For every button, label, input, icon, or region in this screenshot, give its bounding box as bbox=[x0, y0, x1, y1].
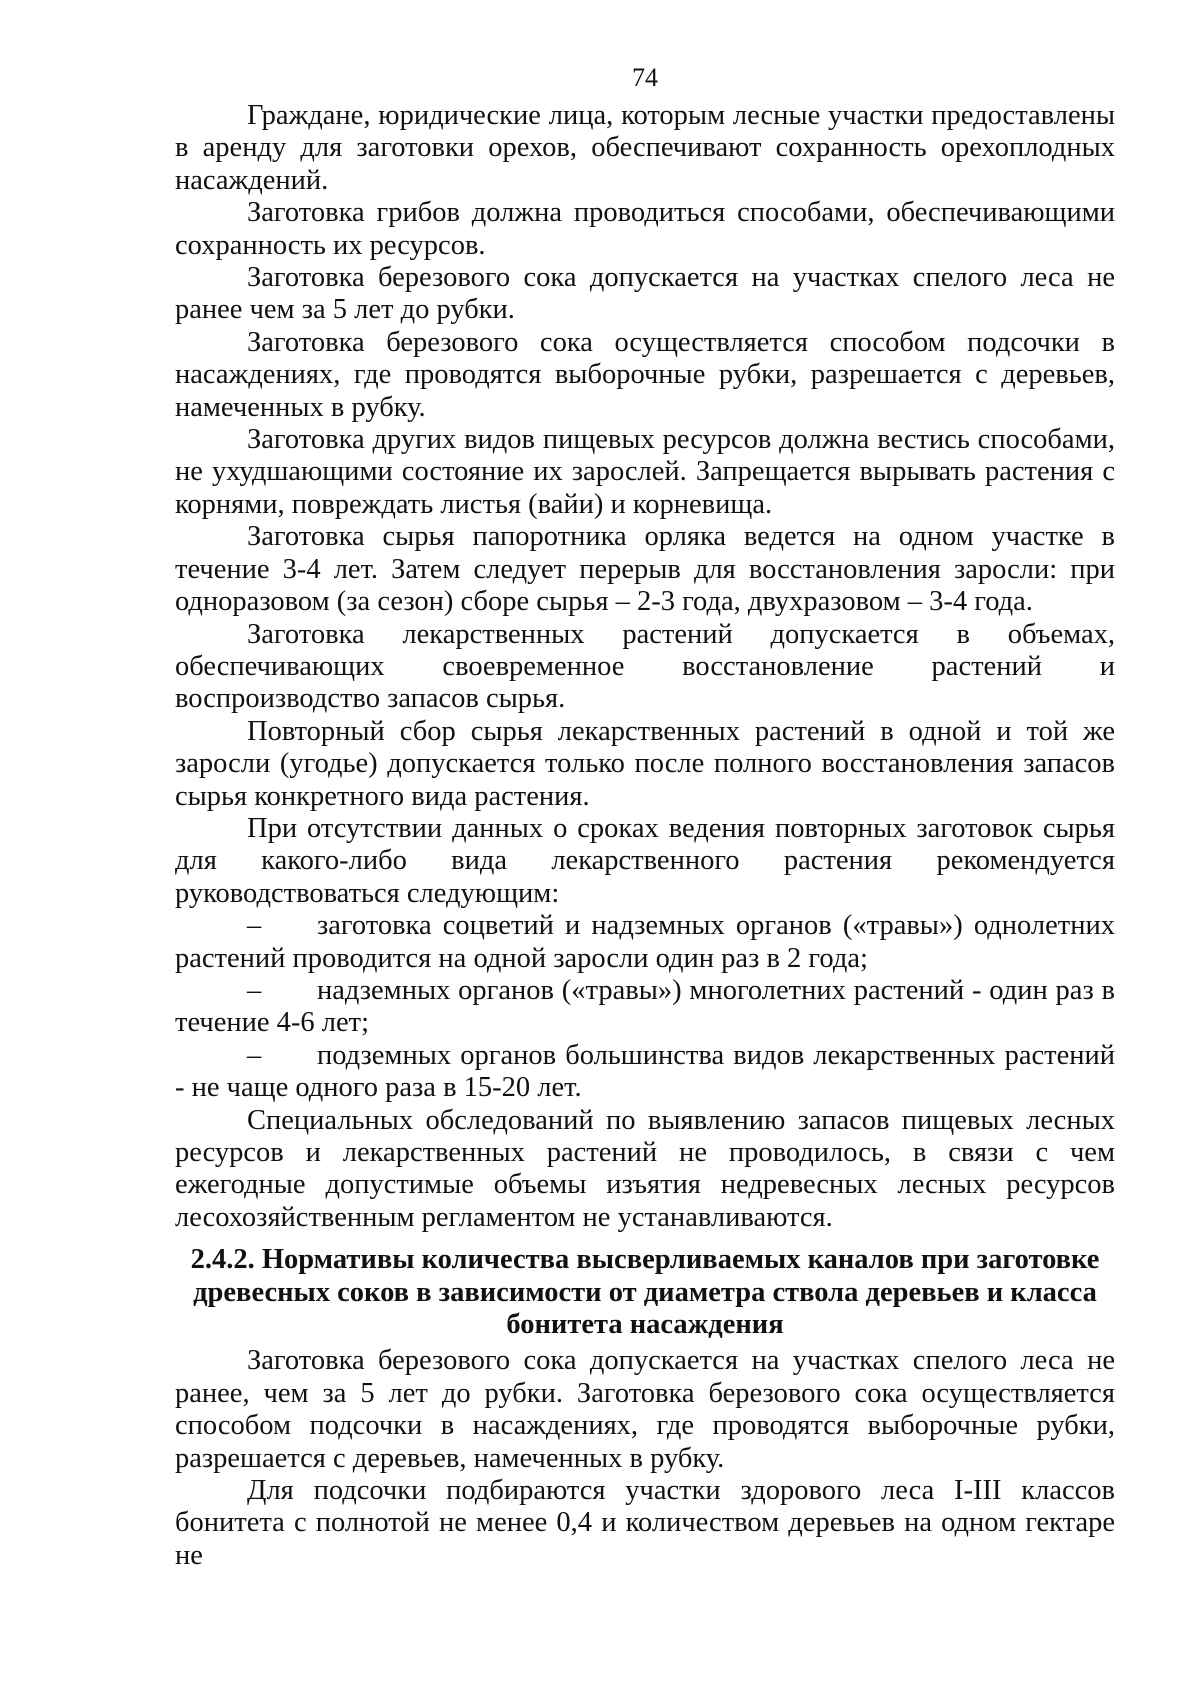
paragraph-birch-sap-timing: Заготовка березового сока допускается на участках спелого леса не ранее чем за 5 лет до рубки. bbox=[175, 262, 1115, 326]
paragraph-mushroom-harvesting: Заготовка грибов должна проводиться способами, обеспечивающими сохранность их ресурсов. bbox=[175, 197, 1115, 261]
list-item-text: заготовка соцветий и надземных органов («травы») однолетних растений проводится на одной заросли один раз в 2 года; bbox=[175, 910, 1115, 974]
document-page bbox=[175, 62, 1115, 1572]
paragraph-nut-harvesting: Граждане, юридические лица, которым лесные участки предоставлены в аренду для заготовки орехов, обеспечивают сохранность орехоплодных насаждений. bbox=[175, 100, 1115, 196]
paragraph-recommendations: При отсутствии данных о сроках ведения повторных заготовок сырья для какого-либо вида лекарственного растения рекомендуется руководствоваться следующим: bbox=[175, 812, 1115, 909]
paragraph-bracken-fern: Заготовка сырья папоротника орляка ведется на одном участке в течение 3-4 лет. Затем следует перерыв для восстановления заросли: при одноразовом (за сезон) сборе сырья – 2-3 года, двухразовом – 3-4 года. bbox=[175, 521, 1115, 618]
paragraph-no-surveys: Специальных обследований по выявлению запасов пищевых лесных ресурсов и лекарственных растений не проводилось, в связи с чем ежегодные допустимые объемы изъятия недревесных лесных ресурсов лесохозяйственным регламентом не устанавливаются. bbox=[175, 1104, 1115, 1233]
paragraph-birch-sap-summary: Заготовка березового сока допускается на участках спелого леса не ранее, чем за 5 лет до рубки. Заготовка березового сока осуществляется способом подсочки в насаждениях, где проводятся выборочные рубки, разрешается с деревьев, намеченных в рубку. bbox=[175, 1345, 1115, 1474]
paragraph-food-resources: Заготовка других видов пищевых ресурсов должна вестись способами, не ухудшающими состояние их зарослей. Запрещается вырывать растения с корнями, повреждать листья (вайи) и корневища. bbox=[175, 424, 1115, 520]
list-dash: – bbox=[247, 910, 262, 942]
list-item-text: надземных органов («травы») многолетних растений - один раз в течение 4-6 лет; bbox=[175, 974, 1115, 1039]
list-dash: – bbox=[247, 974, 262, 1006]
list-item-text: подземных органов большинства видов лекарственных растений - не чаще одного раза в 15-20 лет. bbox=[175, 1039, 1115, 1104]
list-dash: – bbox=[247, 1039, 262, 1071]
page-number: 74 bbox=[632, 63, 658, 92]
list-item bbox=[175, 910, 1115, 975]
list-item bbox=[175, 975, 1115, 1040]
list-item bbox=[175, 1040, 1115, 1105]
section-heading: 2.4.2. Нормативы количества высверливаемых каналов при заготовке древесных соков в зависимости от диаметра ствола деревьев и класса бонитета насаждения bbox=[190, 1244, 1100, 1341]
paragraph-repeat-collection: Повторный сбор сырья лекарственных растений в одной и той же заросли (угодье) допускается только после полного восстановления запасов сырья конкретного вида растения. bbox=[175, 715, 1115, 812]
paragraph-medicinal-plants: Заготовка лекарственных растений допускается в объемах, обеспечивающих своевременное восстановление растений и воспроизводство запасов сырья. bbox=[175, 618, 1115, 715]
paragraph-tapping-plots: Для подсочки подбираются участки здорового леса I-III классов бонитета с полнотой не менее 0,4 и количеством деревьев на одном гектаре не bbox=[175, 1475, 1115, 1571]
paragraph-birch-sap-method: Заготовка березового сока осуществляется способом подсочки в насаждениях, где проводятся выборочные рубки, разрешается с деревьев, намеченных в рубку. bbox=[175, 326, 1115, 423]
